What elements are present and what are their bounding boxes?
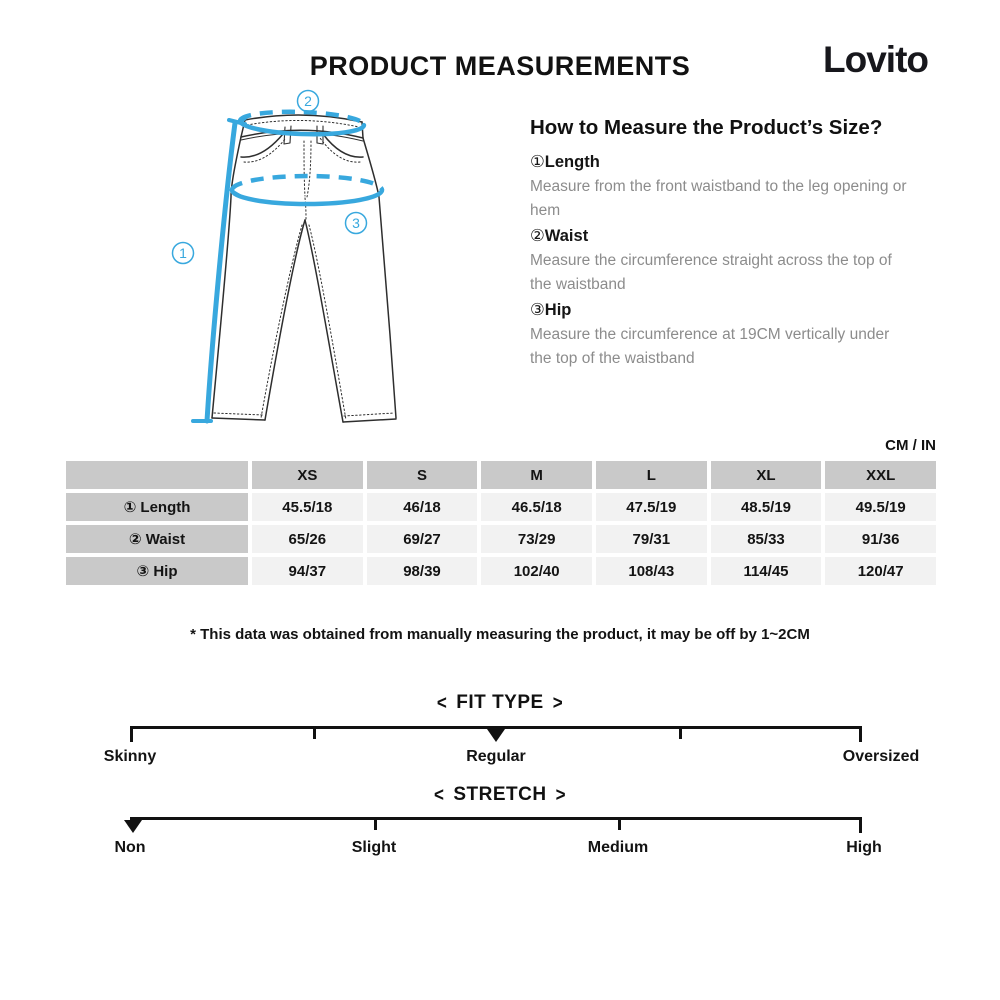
tick [313, 729, 316, 739]
disclaimer-note: * This data was obtained from manually measuring the product, it may be off by 1~2CM [190, 626, 810, 643]
unit-label: CM / IN [885, 437, 936, 454]
guide-term [530, 297, 945, 323]
table-cell: 114/45 [711, 557, 822, 585]
fit-type-title [0, 692, 1000, 714]
table-cell: 79/31 [596, 525, 707, 553]
circled-3-icon: ③ [530, 300, 545, 319]
marker-waist: 2 [304, 93, 312, 109]
right-pocket [323, 134, 363, 157]
stretch-label-high: High [846, 839, 882, 856]
table-cell: 47.5/19 [596, 493, 707, 521]
guide-term-text: Length [544, 153, 600, 171]
table-cell: 48.5/19 [711, 493, 822, 521]
column-header-xxl: XXL [825, 461, 936, 489]
column-header-l: L [596, 461, 707, 489]
stretch-title [0, 784, 1000, 806]
row-label-hip: ③ Hip [66, 557, 248, 585]
hip-measure-line [232, 176, 382, 190]
guide-term [530, 223, 945, 249]
row-label-length: ① Length [66, 493, 248, 521]
brand-logo: Lovito [823, 39, 928, 80]
marker-hip: 3 [352, 215, 360, 231]
tick [130, 729, 133, 742]
table-cell: 98/39 [367, 557, 478, 585]
column-header-m: M [481, 461, 592, 489]
guide-term-text: Hip [544, 301, 572, 319]
table-cell: 69/27 [367, 525, 478, 553]
length-measure-line [193, 120, 245, 421]
tick [618, 820, 621, 830]
fit-scale-labels [103, 748, 920, 768]
table-cell: 65/26 [252, 525, 363, 553]
column-header-s: S [367, 461, 478, 489]
table-cell: 46/18 [367, 493, 478, 521]
fit-label-oversized: Oversized [842, 748, 920, 765]
pants-outline [212, 115, 396, 422]
table-cell: 73/29 [481, 525, 592, 553]
table-cell: 102/40 [481, 557, 592, 585]
fit-scale-axis [130, 726, 862, 743]
stretch-title-text: STRETCH [453, 784, 547, 805]
table-cell: 49.5/19 [825, 493, 936, 521]
size-table [66, 461, 936, 585]
table-cell: 85/33 [711, 525, 822, 553]
table-cell: 108/43 [596, 557, 707, 585]
table-cell: 120/47 [825, 557, 936, 585]
tick [859, 820, 862, 833]
circled-2-icon: ② [530, 226, 545, 245]
guide-description: Measure the circumference at 19CM vertically under the top of the waistband [530, 326, 890, 367]
tick [679, 729, 682, 739]
fit-label-skinny: Skinny [103, 748, 157, 765]
chevron-left-icon: < [433, 783, 445, 806]
fit-label-regular: Regular [466, 748, 526, 765]
left-pocket [241, 134, 283, 157]
guide-item-length [530, 149, 945, 222]
guide-term [530, 149, 945, 175]
stretch-scale-labels [114, 839, 882, 859]
fit-pointer-icon [487, 729, 505, 742]
measure-guide [530, 116, 945, 371]
tick [374, 820, 377, 830]
stretch-label-slight: Slight [351, 839, 397, 856]
fly-stitching [304, 141, 311, 220]
tick [859, 729, 862, 742]
table-cell: 91/36 [825, 525, 936, 553]
row-label-waist: ② Waist [66, 525, 248, 553]
stretch-scale [114, 817, 882, 859]
stretch-scale-axis [130, 817, 862, 834]
circled-1-icon: ① [530, 152, 545, 171]
fit-type-scale [103, 726, 920, 768]
chevron-right-icon: > [552, 691, 564, 714]
guide-term-text: Waist [544, 227, 589, 245]
stretch-pointer-icon [124, 820, 142, 833]
stretch-label-non: Non [114, 839, 146, 856]
chevron-left-icon: < [436, 691, 448, 714]
chevron-right-icon: > [555, 783, 567, 806]
guide-heading: How to Measure the Product’s Size? [530, 116, 883, 139]
guide-item-hip [530, 297, 945, 370]
page-title: PRODUCT MEASUREMENTS [309, 51, 691, 81]
fit-type-title-text: FIT TYPE [456, 692, 544, 713]
marker-length: 1 [179, 245, 187, 261]
column-header-xs: XS [252, 461, 363, 489]
guide-description: Measure the circumference straight across the top of the waistband [530, 252, 892, 293]
column-header-xl: XL [711, 461, 822, 489]
table-cell: 46.5/18 [481, 493, 592, 521]
pants-measurement-diagram [155, 80, 495, 450]
table-cell: 45.5/18 [252, 493, 363, 521]
guide-description: Measure from the front waistband to the leg opening or hem [530, 178, 907, 219]
table-corner-cell [66, 461, 248, 489]
table-cell: 94/37 [252, 557, 363, 585]
guide-item-waist [530, 223, 945, 296]
stretch-label-medium: Medium [587, 839, 649, 856]
